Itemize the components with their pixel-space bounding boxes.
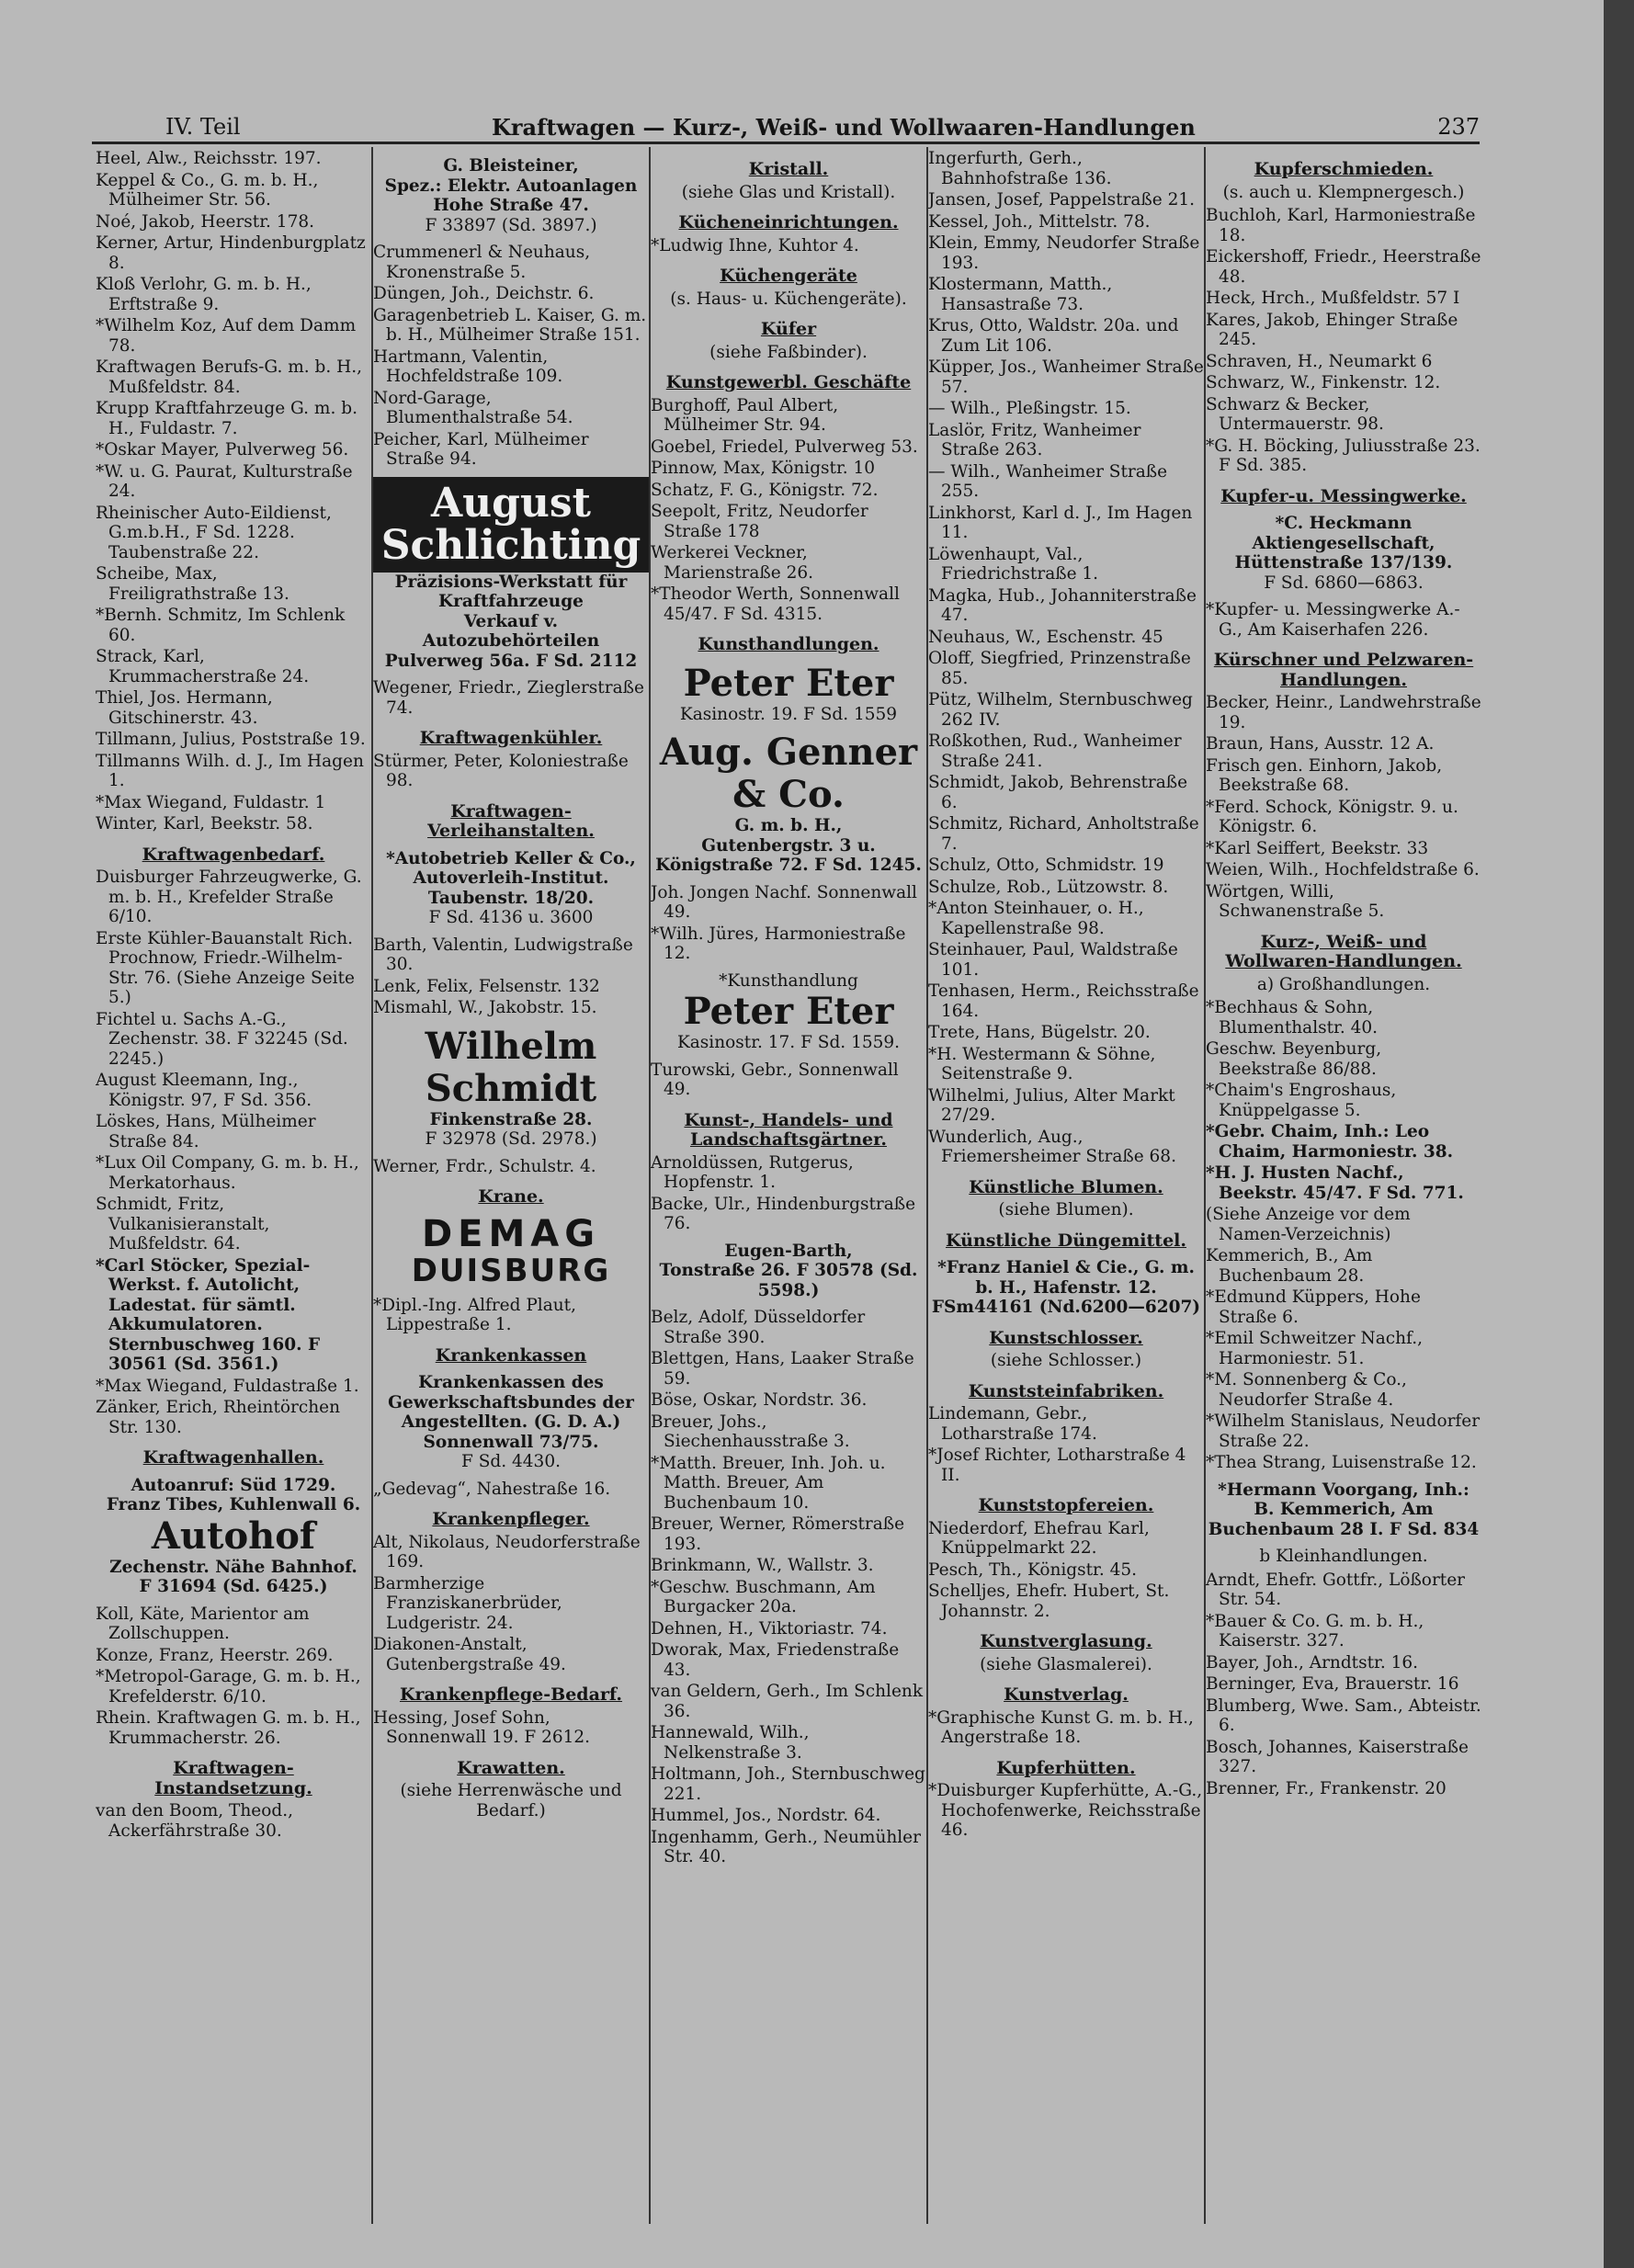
advertisement	[96, 1476, 371, 1597]
ad-line: Wilhelm Schmidt	[425, 1024, 597, 1110]
directory-entry: Zänker, Erich, Rheintörchen Str. 130.	[96, 1398, 341, 1437]
directory-entry: Klein, Emmy, Neudorfer Straße 193.	[928, 233, 1200, 273]
directory-entry: Ingerfurth, Gerh., Bahnhofstraße 136.	[928, 149, 1112, 188]
directory-entry: Heck, Hrch., Mußfeldstr. 57 I	[1206, 289, 1460, 308]
directory-entry: *Max Wiegand, Fuldastr. 1	[96, 792, 326, 812]
directory-entry: Scheibe, Max, Freiligrathstraße 13.	[96, 564, 289, 604]
directory-entry: *H. J. Husten Nachf., Beekstr. 45/47. F Sd. 771.	[1206, 1163, 1464, 1203]
directory-entry: *Edmund Küppers, Hohe Straße 6.	[1206, 1287, 1421, 1327]
directory-entry: Konze, Franz, Heerstr. 269.	[96, 1645, 334, 1665]
category-heading: Kunstgewerbl. Geschäfte	[665, 372, 912, 392]
directory-entry: Peicher, Karl, Mülheimer Straße 94.	[373, 429, 589, 469]
directory-entry: *Chaim's Engroshaus, Knüppelgasse 5.	[1206, 1081, 1397, 1120]
category-heading: Kraftwagenkühler.	[419, 728, 603, 748]
directory-entry: Wörtgen, Willi, Schwanenstraße 5.	[1206, 881, 1385, 921]
directory-entry: Backe, Ulr., Hindenburgstraße 76.	[651, 1194, 916, 1233]
directory-entry: Wegener, Friedr., Zieglerstraße 74.	[373, 678, 644, 718]
directory-entry: Schelljes, Ehefr. Hubert, St. Johannstr. 2.	[928, 1582, 1170, 1621]
advertisement	[651, 663, 926, 725]
directory-entry: Belz, Adolf, Düsseldorfer Straße 390.	[651, 1308, 866, 1347]
directory-entry: Bayer, Joh., Arndtstr. 16.	[1206, 1652, 1419, 1673]
directory-entry: Koll, Käte, Marientor am Zollschuppen.	[96, 1604, 310, 1643]
directory-entry: Krupp Kraftfahrzeuge G. m. b. H., Fuldastr. 7.	[96, 399, 357, 438]
directory-entry: Roßkothen, Rud., Wanheimer Straße 241.	[928, 731, 1182, 771]
directory-entry: Schatz, F. G., Königstr. 72.	[651, 480, 879, 500]
directory-entry: Burghoff, Paul Albert, Mülheimer Str. 94.	[651, 395, 839, 435]
cross-reference: (s. Haus- u. Küchengeräte).	[670, 289, 907, 309]
ad-line: Tonstraße 26. F 30578 (Sd. 5598.)	[659, 1261, 918, 1300]
directory-entry: Dehnen, H., Viktoriastr. 74.	[651, 1618, 888, 1639]
cross-reference: a) Großhandlungen.	[1256, 974, 1431, 994]
directory-entry: (Siehe Anzeige vor dem Namen-Verzeichnis)	[1206, 1205, 1411, 1244]
directory-entry: Geschw. Beyenburg, Beekstraße 86/88.	[1206, 1039, 1382, 1079]
category-heading: Kraftwagen-Verleihanstalten.	[427, 800, 595, 841]
directory-entry: *M. Sonnenberg & Co., Neudorfer Straße 4.	[1206, 1370, 1407, 1410]
directory-entry: Breuer, Werner, Römerstraße 193.	[651, 1514, 905, 1554]
page-number: 237	[1437, 114, 1480, 140]
directory-entry: Keppel & Co., G. m. b. H., Mülheimer Str. 56.	[96, 170, 319, 210]
category-heading: Kurz-, Weiß- und Wollwaren-Handlungen.	[1225, 931, 1462, 971]
cross-reference: (s. auch u. Klempnergesch.)	[1222, 182, 1465, 202]
ad-line: Franz Tibes, Kuhlenwall 6.	[106, 1495, 361, 1514]
advertisement	[1206, 1480, 1481, 1540]
directory-entry: Hessing, Josef Sohn, Sonnenwall 19. F 2612.	[373, 1707, 591, 1747]
directory-entry: Heel, Alw., Reichsstr. 197.	[96, 149, 322, 168]
category-heading: Kunsthandlungen.	[698, 634, 879, 654]
directory-entry: *Max Wiegand, Fuldastraße 1.	[96, 1376, 359, 1396]
ad-line: G. Bleisteiner,	[443, 156, 579, 176]
directory-entry: *Thea Strang, Luisenstraße 12.	[1206, 1453, 1477, 1472]
category-heading: Kraftwagenhallen.	[142, 1447, 324, 1468]
directory-entry: Niederdorf, Ehefrau Karl, Knüppelmarkt 22.	[928, 1518, 1150, 1558]
directory-entry: Weien, Wilh., Hochfeldstraße 6.	[1206, 860, 1480, 879]
ad-line: F 31694 (Sd. 6425.)	[139, 1577, 328, 1596]
directory-entry: Werner, Frdr., Schulstr. 4.	[373, 1156, 596, 1176]
advertisement	[651, 1242, 926, 1301]
directory-entry: *Lux Oil Company, G. m. b. H., Merkatorhaus.	[96, 1153, 359, 1193]
directory-entry: Rheinischer Auto-Eildienst, G.m.b.H., F Sd. 1228. Taubenstraße 22.	[96, 503, 332, 562]
advertisement	[373, 1026, 649, 1150]
ad-line: Zechenstr. Nähe Bahnhof.	[109, 1557, 357, 1577]
directory-entry: Schulz, Otto, Schmidstr. 19	[928, 856, 1164, 875]
ad-line: Eugen-Barth,	[724, 1241, 853, 1261]
category-heading: Kunstverglasung.	[980, 1631, 1152, 1651]
directory-entry: Jansen, Josef, Pappelstraße 21.	[928, 190, 1196, 210]
directory-entry: Tenhasen, Herm., Reichsstraße 164.	[928, 981, 1199, 1021]
category-heading: Küfer	[760, 319, 817, 339]
advertisement	[373, 1212, 649, 1289]
ad-line: Kasinostr. 19. F Sd. 1559	[679, 704, 898, 724]
advertisement	[651, 731, 926, 876]
ad-line: Autoanruf: Süd 1729.	[130, 1475, 336, 1495]
section-label: IV. Teil	[165, 114, 241, 140]
ad-line: *Kunsthandlung	[719, 970, 858, 991]
ad-title: August Schlichting	[380, 479, 641, 569]
directory-entry: Eickershoff, Friedr., Heerstraße 48.	[1206, 247, 1481, 287]
directory-entry: — Wilh., Pleßingstr. 15.	[928, 399, 1131, 418]
ad-line: Kasinostr. 17. F Sd. 1559.	[676, 1033, 901, 1052]
directory-entry: *Emil Schweitzer Nachf., Harmoniestr. 51.	[1206, 1329, 1423, 1368]
directory-entry: *Matth. Breuer, Inh. Joh. u. Matth. Breuer, Am Buchenbaum 10.	[651, 1453, 886, 1513]
cross-reference: (siehe Blumen).	[998, 1200, 1134, 1219]
directory-entry: Oloff, Siegfried, Prinzenstraße 85.	[928, 649, 1191, 688]
directory-entry: van Geldern, Gerh., Im Schlenk 36.	[651, 1682, 924, 1721]
ad-line: Peter Eter	[683, 661, 894, 705]
directory-entry: „Gedevag“, Nahestraße 16.	[373, 1479, 611, 1499]
category-heading: Kupfer-u. Messingwerke.	[1220, 485, 1467, 506]
ad-line: F 32978 (Sd. 2978.)	[425, 1129, 597, 1149]
ad-line: Krankenkassen des Gewerkschaftsbundes der Angestellten. (G. D. A.) Sonnenwall 73/75.	[388, 1373, 634, 1452]
directory-entry: Joh. Jongen Nachf. Sonnenwall 49.	[651, 882, 917, 922]
column-4	[928, 149, 1204, 2262]
directory-entry: *Bernh. Schmitz, Im Schlenk 60.	[96, 606, 346, 645]
directory-entry: Kloß Verlohr, G. m. b. H., Erftstraße 9.	[96, 275, 312, 314]
cross-reference: (siehe Herrenwäsche und Bedarf.)	[400, 1781, 622, 1820]
directory-entry: Schwarz & Becker, Untermauerstr. 98.	[1206, 394, 1384, 434]
category-heading: Kunstverlag.	[1004, 1684, 1129, 1705]
ad-line: *Hermann Voorgang, Inh.: B. Kemmerich, Am Buchenbaum 28 I. F Sd. 834	[1208, 1480, 1480, 1539]
header-rule	[92, 142, 1480, 144]
directory-entry: Schmidt, Jakob, Behrenstraße 6.	[928, 773, 1188, 812]
directory-entry: Pütz, Wilhelm, Sternbuschweg 262 IV.	[928, 690, 1193, 730]
directory-entry: Breuer, Johs., Siechenhausstraße 3.	[651, 1412, 850, 1451]
advertisement	[1206, 514, 1481, 593]
directory-entry: Bosch, Johannes, Kaiserstraße 327.	[1206, 1737, 1469, 1776]
directory-entry: Wunderlich, Aug., Friemersheimer Straße 68.	[928, 1127, 1176, 1166]
advertisement	[928, 1258, 1204, 1318]
directory-entry: Hummel, Jos., Nordstr. 64.	[651, 1806, 881, 1825]
advertisement	[373, 477, 649, 672]
directory-entry: Neuhaus, W., Eschenstr. 45	[928, 627, 1163, 647]
directory-entry: Hartmann, Valentin, Hochfeldstraße 109.	[373, 346, 563, 386]
directory-entry: Schulze, Rob., Lützowstr. 8.	[928, 877, 1169, 897]
directory-entry: *Gebr. Chaim, Inh.: Leo Chaim, Harmoniestr. 38.	[1206, 1122, 1454, 1162]
directory-entry: Kessel, Joh., Mittelstr. 78.	[928, 211, 1151, 232]
directory-entry: Strack, Karl, Krummacherstraße 24.	[96, 647, 310, 686]
category-heading: Kürschner und Pelzwaren-Handlungen.	[1213, 650, 1474, 690]
directory-entry: *Anton Steinhauer, o. H., Kapellenstraße 98.	[928, 899, 1144, 938]
directory-entry: Duisburger Fahrzeugwerke, G. m. b. H., Krefelder Straße 6/10.	[96, 868, 362, 926]
running-title: Kraftwagen — Kurz-, Weiß- und Wollwaaren-Handlungen	[492, 114, 1196, 141]
category-heading: Kraftwagenbedarf.	[142, 844, 325, 865]
column-1	[96, 149, 371, 2262]
directory-entry: Holtmann, Joh., Sternbuschweg 221.	[651, 1764, 925, 1804]
directory-entry: Wilhelmi, Julius, Alter Markt 27/29.	[928, 1085, 1175, 1125]
category-heading: Kunststeinfabriken.	[968, 1380, 1164, 1401]
directory-entry: Stürmer, Peter, Koloniestraße 98.	[373, 751, 629, 790]
directory-entry: Löskes, Hans, Mülheimer Straße 84.	[96, 1112, 316, 1151]
directory-entry: *Ferd. Schock, Königstr. 9. u. Königstr. 6.	[1206, 797, 1458, 836]
directory-entry: Braun, Hans, Ausstr. 12 A.	[1206, 734, 1435, 754]
category-heading: Kunststopfereien.	[978, 1495, 1154, 1515]
directory-entry: *G. H. Böcking, Juliusstraße 23. F Sd. 385.	[1206, 436, 1481, 475]
ad-line: Finkenstraße 28.	[429, 1109, 593, 1129]
ad-line: Aug. Genner & Co.	[659, 731, 918, 816]
directory-entry: Thiel, Jos. Hermann, Gitschinerstr. 43.	[96, 688, 273, 728]
column-5	[1206, 149, 1481, 2262]
ad-line: G. m. b. H.,	[734, 816, 843, 835]
category-heading: Kupferschmieden.	[1254, 159, 1434, 179]
directory-entry: Dworak, Max, Friedenstraße 43.	[651, 1640, 900, 1680]
directory-entry: *Dipl.-Ing. Alfred Plaut, Lippestraße 1.	[373, 1295, 576, 1334]
directory-entry: Arndt, Ehefr. Gottfr., Lößorter Str. 54.	[1206, 1570, 1466, 1609]
ad-line: Präzisions-Werkstatt für Kraftfahrzeuge	[394, 572, 628, 611]
ad-line: Verkauf v. Autozubehörteilen	[422, 611, 600, 651]
category-heading: Krane.	[478, 1186, 544, 1207]
directory-entry: *Bauer & Co. G. m. b. H., Kaiserstr. 327.	[1206, 1611, 1424, 1650]
directory-entry: *Wilhelm Stanislaus, Neudorfer Straße 22.	[1206, 1412, 1481, 1451]
directory-entry: Blumberg, Wwe. Sam., Abteistr. 6.	[1206, 1695, 1481, 1735]
directory-entry: Düngen, Joh., Deichstr. 6.	[373, 284, 595, 303]
directory-entry: Schmidt, Fritz, Vulkanisieranstalt, Mußfeldstr. 64.	[96, 1195, 270, 1253]
cross-reference: (siehe Glasmalerei).	[980, 1654, 1152, 1674]
directory-entry: Winter, Karl, Beekstr. 58.	[96, 814, 313, 833]
directory-entry: Diakonen-Anstalt, Gutenbergstraße 49.	[373, 1635, 566, 1674]
directory-entry: Brenner, Fr., Frankenstr. 20	[1206, 1778, 1447, 1798]
category-heading: Künstliche Düngemittel.	[946, 1230, 1186, 1251]
category-heading: Kücheneinrichtungen.	[678, 212, 899, 232]
category-heading: Kunst-, Handels- und Landschaftsgärtner.	[684, 1109, 893, 1150]
ad-line: DUISBURG	[411, 1252, 611, 1289]
directory-entry: *Carl Stöcker, Spezial-Werkst. f. Autolicht, Ladestat. für sämtl. Akkumulatoren. Sternbuschweg 160. F 30561 (Sd. 3561.)	[96, 1255, 321, 1374]
cross-reference: (siehe Faßbinder).	[709, 342, 868, 362]
directory-entry: van den Boom, Theod., Ackerfährstraße 30.	[96, 1801, 293, 1841]
ad-line: *Autobetrieb Keller & Co., Autoverleih-Institut. Taubenstr. 18/20.	[386, 848, 636, 908]
directory-entry: Goebel, Friedel, Pulverweg 53.	[651, 437, 918, 457]
directory-entry: Tillmann, Julius, Poststraße 19.	[96, 730, 366, 749]
directory-entry: Kemmerich, B., Am Buchenbaum 28.	[1206, 1246, 1373, 1286]
directory-entry: *Geschw. Buschmann, Am Burgacker 20a.	[651, 1577, 876, 1616]
directory-entry: Laslör, Fritz, Wanheimer Straße 263.	[928, 420, 1141, 459]
category-heading: Kraftwagen-Instandsetzung.	[154, 1758, 312, 1798]
directory-entry: Garagenbetrieb L. Kaiser, G. m. b. H., Mülheimer Straße 151.	[373, 305, 647, 345]
advertisement	[373, 1373, 649, 1472]
column-3	[651, 149, 926, 2262]
directory-entry: *Wilhelm Koz, Auf dem Damm 78.	[96, 316, 357, 356]
directory-entry: Klostermann, Matth., Hansastraße 73.	[928, 275, 1113, 314]
directory-entry: *Oskar Mayer, Pulverweg 56.	[96, 440, 349, 459]
directory-entry: Mismahl, W., Jakobstr. 15.	[373, 998, 597, 1017]
directory-entry: Lenk, Felix, Felsenstr. 132	[373, 976, 600, 996]
advertisement	[651, 971, 926, 1053]
directory-entry: *Wilh. Jüres, Harmoniestraße 12.	[651, 924, 906, 963]
column-2	[373, 149, 649, 2262]
ad-line: *Franz Haniel & Cie., G. m. b. H., Hafenstr. 12. FSm44161 (Nd.6200—6207)	[931, 1258, 1201, 1317]
directory-entry: Alt, Nikolaus, Neudorferstraße 169.	[373, 1532, 641, 1571]
directory-entry: — Wilh., Wanheimer Straße 255.	[928, 461, 1168, 501]
ad-line: Spez.: Elektr. Autoanlagen	[384, 176, 638, 196]
directory-entry: Steinhauer, Paul, Waldstraße 101.	[928, 940, 1178, 980]
ad-line: F Sd. 6860—6863.	[1264, 573, 1424, 593]
category-heading: Krankenpfleger.	[432, 1509, 590, 1529]
cross-reference: (siehe Schlosser.)	[990, 1351, 1142, 1370]
ad-line: *C. Heckmann Aktiengesellschaft, Hüttenstraße 137/139.	[1234, 514, 1453, 573]
category-heading: Kupferhütten.	[996, 1757, 1136, 1778]
directory-entry: Brinkmann, W., Wallstr. 3.	[651, 1556, 874, 1575]
directory-entry: Pinnow, Max, Königstr. 10	[651, 459, 876, 478]
directory-entry: Linkhorst, Karl d. J., Im Hagen 11.	[928, 503, 1193, 542]
directory-entry: Hannewald, Wilh., Nelkenstraße 3.	[651, 1723, 810, 1763]
directory-entry: Arnoldüssen, Rutgerus, Hopfenstr. 1.	[651, 1152, 854, 1192]
ad-line: Peter Eter	[683, 990, 894, 1033]
directory-entry: Werkerei Veckner, Marienstraße 26.	[651, 543, 814, 583]
directory-entry: Küpper, Jos., Wanheimer Straße 57.	[928, 357, 1204, 397]
directory-entry: Erste Kühler-Bauanstalt Rich. Prochnow, Friedr.-Wilhelm-Str. 76. (Siehe Anzeige Seite 5.)	[96, 928, 355, 1007]
category-heading: Kunstschlosser.	[989, 1327, 1143, 1348]
directory-entry: *Metropol-Garage, G. m. b. H., Krefelderstr. 6/10.	[96, 1667, 361, 1707]
directory-entry: *Graphische Kunst G. m. b. H., Angerstraße 18.	[928, 1707, 1194, 1747]
directory-entry: Magka, Hub., Johanniterstraße 47.	[928, 585, 1197, 625]
advertisement	[373, 156, 649, 235]
cross-reference: (siehe Glas und Kristall).	[681, 182, 896, 202]
directory-entry: Fichtel u. Sachs A.-G., Zechenstr. 38. F 32245 (Sd. 2245.)	[96, 1009, 348, 1069]
directory-entry: Becker, Heinr., Landwehrstraße 19.	[1206, 693, 1481, 732]
directory-entry: Kares, Jakob, Ehinger Straße 245.	[1206, 310, 1458, 349]
directory-entry: *Duisburger Kupferhütte, A.-G., Hochofenwerke, Reichsstraße 46.	[928, 1781, 1203, 1840]
category-heading: Küchengeräte	[720, 266, 857, 286]
category-heading: Kristall.	[748, 159, 829, 179]
directory-entry: Noé, Jakob, Heerstr. 178.	[96, 211, 314, 232]
directory-entry: *Ludwig Ihne, Kuhtor 4.	[651, 235, 859, 255]
advertisement	[373, 849, 649, 928]
directory-entry: Trete, Hans, Bügelstr. 20.	[928, 1023, 1151, 1042]
directory-entry: August Kleemann, Ing., Königstr. 97, F Sd. 356.	[96, 1071, 312, 1110]
directory-entry: *Bechhaus & Sohn, Blumenthalstr. 40.	[1206, 998, 1379, 1038]
ad-line: Pulverweg 56a. F Sd. 2112	[384, 651, 638, 671]
directory-entry: *Karl Seiffert, Beekstr. 33	[1206, 838, 1429, 858]
ad-line: DEMAG	[421, 1212, 601, 1255]
directory-entry: Pesch, Th., Königstr. 45.	[928, 1559, 1138, 1580]
category-heading: Künstliche Blumen.	[969, 1176, 1163, 1197]
category-heading: Krankenpflege-Bedarf.	[399, 1684, 623, 1705]
directory-entry: Seepolt, Fritz, Neudorfer Straße 178	[651, 502, 868, 541]
ad-line: F Sd. 4430.	[461, 1452, 561, 1471]
directory-entry: Lindemann, Gebr., Lotharstraße 174.	[928, 1404, 1097, 1444]
directory-entry: *Kupfer- u. Messingwerke A.-G., Am Kaiserhafen 226.	[1206, 600, 1460, 640]
ad-line: F Sd. 4136 u. 3600	[428, 908, 594, 927]
directory-entry: *Theodor Werth, Sonnenwall 45/47. F Sd. 4315.	[651, 584, 900, 624]
ad-line: Hohe Straße 47.	[433, 196, 589, 215]
directory-entry: *W. u. G. Paurat, Kulturstraße 24.	[96, 461, 353, 501]
directory-entry: Krus, Otto, Waldstr. 20a. und Zum Lit 106.	[928, 316, 1179, 356]
directory-entry: Schwarz, W., Finkenstr. 12.	[1206, 373, 1441, 392]
directory-entry: Schmitz, Richard, Anholtstraße 7.	[928, 814, 1199, 854]
directory-entry: Turowski, Gebr., Sonnenwall 49.	[651, 1060, 899, 1099]
directory-entry: Buchloh, Karl, Harmoniestraße 18.	[1206, 206, 1476, 245]
directory-entry: *Josef Richter, Lotharstraße 4 II.	[928, 1446, 1186, 1485]
directory-entry: Frisch gen. Einhorn, Jakob, Beekstraße 68.	[1206, 755, 1443, 795]
directory-entry: Nord-Garage, Blumenthalstraße 54.	[373, 388, 573, 427]
directory-entry: Berninger, Eva, Brauerstr. 16	[1206, 1674, 1459, 1694]
directory-entry: *H. Westermann & Söhne, Seitenstraße 9.	[928, 1044, 1156, 1083]
directory-entry: Ingenhamm, Gerh., Neumühler Str. 40.	[651, 1827, 921, 1866]
ad-line: Gutenbergstr. 3 u. Königstraße 72. F Sd. 1245.	[655, 835, 922, 875]
directory-entry: Crummenerl & Neuhaus, Kronenstraße 5.	[373, 243, 591, 282]
cross-reference: b Kleinhandlungen.	[1259, 1547, 1428, 1566]
ad-line: Autohof	[151, 1514, 316, 1558]
directory-entry: Tillmanns Wilh. d. J., Im Hagen 1.	[96, 751, 364, 790]
directory-entry: Böse, Oskar, Nordstr. 36.	[651, 1390, 868, 1410]
category-heading: Krankenkassen	[435, 1344, 587, 1366]
directory-entry: Barth, Valentin, Ludwigstraße 30.	[373, 935, 633, 974]
directory-entry: Kerner, Artur, Hindenburgplatz 8.	[96, 233, 366, 273]
directory-entry: Barmherzige Franziskanerbrüder, Ludgeristr. 24.	[373, 1573, 562, 1633]
ad-line: F 33897 (Sd. 3897.)	[425, 215, 597, 235]
directory-entry: Löwenhaupt, Val., Friedrichstraße 1.	[928, 544, 1099, 584]
directory-entry: Blettgen, Hans, Laaker Straße 59.	[651, 1349, 914, 1389]
directory-entry: Rhein. Kraftwagen G. m. b. H., Krummacherstr. 26.	[96, 1708, 361, 1748]
directory-entry: Kraftwagen Berufs-G. m. b. H., Mußfeldstr. 84.	[96, 357, 363, 397]
ad-line	[373, 477, 649, 573]
directory-entry: Schraven, H., Neumarkt 6	[1206, 351, 1433, 371]
category-heading: Krawatten.	[457, 1757, 565, 1778]
